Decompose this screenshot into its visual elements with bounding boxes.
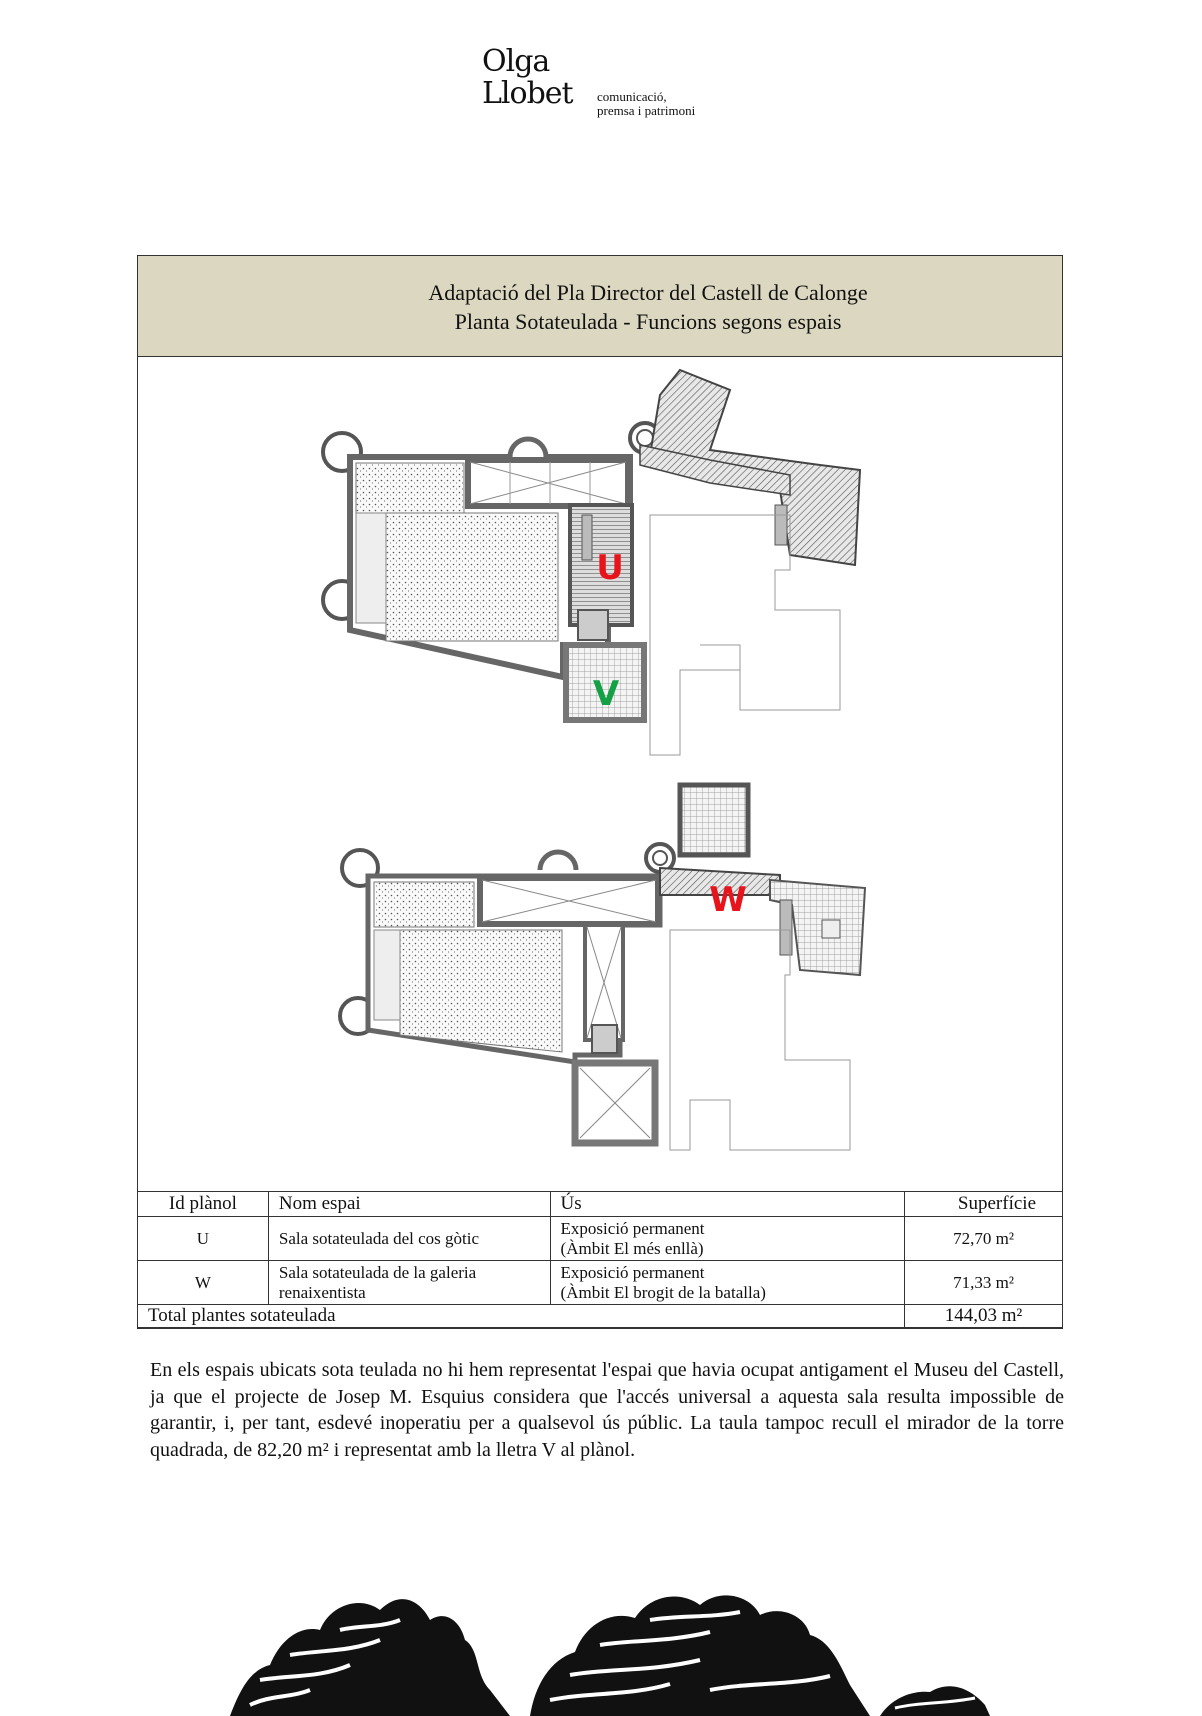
table-row [138,1261,1063,1305]
row-name: Sala sotateulada del cos gòtic [268,1217,550,1261]
row-use [550,1217,905,1261]
logo-tagline-line1: comunicació, [597,89,667,104]
lower-floor-plan [330,780,880,1155]
row-name-line1: Sala sotateulada de la galeria [278,1262,477,1282]
lower-dotted-courtyard [400,930,562,1052]
row-use [550,1261,905,1305]
table-total-row [138,1305,1063,1328]
row-use-line1: Exposició permanent [560,1262,705,1282]
table-header-id: Id plànol [138,1192,269,1217]
upper-dotted-north [356,463,464,513]
upper-floor-plan [320,365,880,760]
table-header-row [138,1192,1063,1217]
upper-dotted-courtyard [386,513,558,641]
upper-west-gallery [356,513,386,623]
row-name-line2: renaixentista [278,1282,366,1302]
table-row [138,1217,1063,1261]
plan-label-v: V [592,674,620,714]
row-area: 72,70 m² [905,1217,1063,1261]
body-paragraph: En els espais ubicats sota teulada no hi hem representat l'espai que havia ocupat antigament el Museu del Castell, ja que el projecte de Josep M. Esquius considera que l'accés universal a aquesta sala resulta impossible de garantir, i, per tant, esdevé inoperatiu per a qualsevol ús públic. La taula tampoc recull el mirador de la torre quadrada, de 82,20 m² i representat amb la lletra V al plànol. [150,1359,1064,1461]
total-label: Total plantes sotateulada [138,1305,905,1328]
company-logo [482,44,732,120]
row-name [268,1261,550,1305]
row-use-line2: (Àmbit El brogit de la batalla) [560,1282,766,1302]
plan-title: Adaptació del Pla Director del Castell de Calonge [428,280,868,305]
table-header-use: Ús [550,1192,905,1217]
lower-dotted-north [374,882,474,927]
plan-subtitle: Planta Sotateulada - Funcions segons espais [454,309,842,334]
row-use-line2: (Àmbit El més enllà) [560,1238,704,1258]
lower-tower-roof [680,785,748,855]
row-area: 71,33 m² [905,1261,1063,1305]
table-header-name: Nom espai [268,1192,550,1217]
logo-tagline-line2: premsa i patrimoni [597,103,696,118]
plan-label-w: W [709,880,747,920]
logo-name-line1: Olga [482,44,550,79]
spaces-table [137,1191,1063,1328]
total-value: 144,03 m² [905,1305,1063,1328]
table-header-area: Superfície [905,1192,1063,1217]
row-id: U [138,1217,269,1261]
decorative-illustration [230,1580,990,1716]
logo-name-line2: Llobet [482,76,573,111]
plan-header [138,256,1062,357]
plan-label-u: U [596,548,624,588]
row-use-line1: Exposició permanent [560,1218,705,1238]
row-id: W [138,1261,269,1305]
